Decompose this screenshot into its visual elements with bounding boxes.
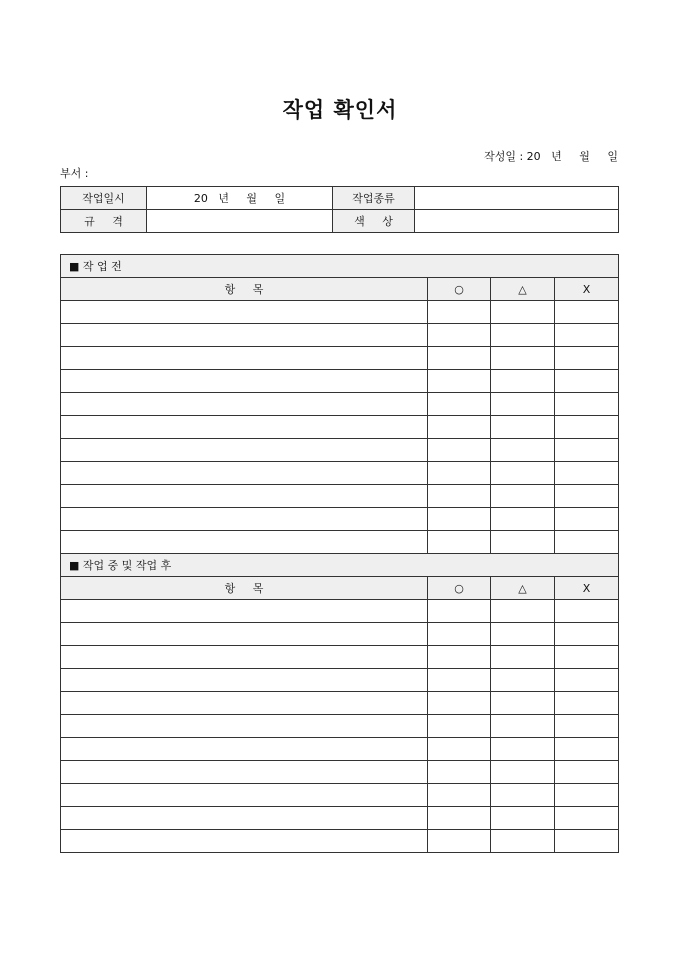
table-row <box>61 439 619 462</box>
table-row <box>61 347 619 370</box>
triangle-cell[interactable] <box>491 439 555 462</box>
item-cell[interactable] <box>61 485 428 508</box>
item-cell[interactable] <box>61 784 428 807</box>
triangle-cell[interactable] <box>491 416 555 439</box>
x-cell[interactable] <box>555 531 619 554</box>
circle-cell[interactable] <box>428 416 491 439</box>
triangle-cell[interactable] <box>491 692 555 715</box>
table-row <box>61 830 619 853</box>
creation-date: 작성일 : 20 년 월 일 <box>484 150 618 163</box>
x-cell[interactable] <box>555 485 619 508</box>
circle-cell[interactable] <box>428 531 491 554</box>
table-row <box>61 715 619 738</box>
table-row <box>61 761 619 784</box>
x-cell[interactable] <box>555 508 619 531</box>
table-row <box>61 646 619 669</box>
table-row <box>61 600 619 623</box>
header-circle: ○ <box>428 278 491 301</box>
x-cell[interactable] <box>555 462 619 485</box>
department-label: 부서 : <box>60 167 89 180</box>
section-title-row <box>61 554 619 577</box>
item-cell[interactable] <box>61 715 428 738</box>
work-date-label: 작업일시 <box>61 187 147 210</box>
x-cell[interactable] <box>555 738 619 761</box>
header-row <box>61 577 619 600</box>
x-cell[interactable] <box>555 301 619 324</box>
triangle-cell[interactable] <box>491 485 555 508</box>
x-cell[interactable] <box>555 393 619 416</box>
header-x: X <box>555 278 619 301</box>
table-row <box>61 807 619 830</box>
x-cell[interactable] <box>555 807 619 830</box>
triangle-cell[interactable] <box>491 508 555 531</box>
item-cell[interactable] <box>61 600 428 623</box>
x-cell[interactable] <box>555 830 619 853</box>
x-cell[interactable] <box>555 324 619 347</box>
info-row <box>61 210 619 233</box>
work-type-label: 작업종류 <box>333 187 415 210</box>
x-cell[interactable] <box>555 692 619 715</box>
circle-cell[interactable] <box>428 370 491 393</box>
item-cell[interactable] <box>61 830 428 853</box>
table-row <box>61 669 619 692</box>
item-cell[interactable] <box>61 393 428 416</box>
x-cell[interactable] <box>555 761 619 784</box>
triangle-cell[interactable] <box>491 370 555 393</box>
triangle-cell[interactable] <box>491 738 555 761</box>
table-row <box>61 462 619 485</box>
circle-cell[interactable] <box>428 508 491 531</box>
header-item: 항 목 <box>61 278 428 301</box>
circle-cell[interactable] <box>428 324 491 347</box>
triangle-cell[interactable] <box>491 646 555 669</box>
work-date-value[interactable]: 20 년 월 일 <box>147 187 333 210</box>
table-row <box>61 301 619 324</box>
section-title: ■ 작 업 전 <box>61 255 619 278</box>
circle-cell[interactable] <box>428 485 491 508</box>
item-cell[interactable] <box>61 646 428 669</box>
table-row <box>61 370 619 393</box>
triangle-cell[interactable] <box>491 669 555 692</box>
item-cell[interactable] <box>61 669 428 692</box>
item-cell[interactable] <box>61 416 428 439</box>
triangle-cell[interactable] <box>491 761 555 784</box>
x-cell[interactable] <box>555 623 619 646</box>
header-item: 항 목 <box>61 577 428 600</box>
triangle-cell[interactable] <box>491 393 555 416</box>
circle-cell[interactable] <box>428 669 491 692</box>
header-circle: ○ <box>428 577 491 600</box>
header-triangle: △ <box>491 278 555 301</box>
circle-cell[interactable] <box>428 830 491 853</box>
table-row <box>61 623 619 646</box>
circle-cell[interactable] <box>428 623 491 646</box>
item-cell[interactable] <box>61 347 428 370</box>
item-cell[interactable] <box>61 692 428 715</box>
triangle-cell[interactable] <box>491 462 555 485</box>
x-cell[interactable] <box>555 416 619 439</box>
table-row <box>61 692 619 715</box>
item-cell[interactable] <box>61 807 428 830</box>
item-cell[interactable] <box>61 738 428 761</box>
table-row <box>61 784 619 807</box>
circle-cell[interactable] <box>428 439 491 462</box>
circle-cell[interactable] <box>428 347 491 370</box>
triangle-cell[interactable] <box>491 600 555 623</box>
section-title-row <box>61 255 619 278</box>
item-cell[interactable] <box>61 623 428 646</box>
x-cell[interactable] <box>555 646 619 669</box>
table-row <box>61 738 619 761</box>
triangle-cell[interactable] <box>491 830 555 853</box>
circle-cell[interactable] <box>428 393 491 416</box>
circle-cell[interactable] <box>428 600 491 623</box>
info-table <box>60 186 619 233</box>
circle-cell[interactable] <box>428 807 491 830</box>
item-cell[interactable] <box>61 531 428 554</box>
item-cell[interactable] <box>61 370 428 393</box>
x-cell[interactable] <box>555 715 619 738</box>
table-row <box>61 531 619 554</box>
table-row <box>61 508 619 531</box>
document-title: 작업 확인서 <box>282 98 398 122</box>
circle-cell[interactable] <box>428 301 491 324</box>
circle-cell[interactable] <box>428 692 491 715</box>
triangle-cell[interactable] <box>491 784 555 807</box>
item-cell[interactable] <box>61 324 428 347</box>
item-cell[interactable] <box>61 439 428 462</box>
header-triangle: △ <box>491 577 555 600</box>
spec-value[interactable] <box>147 210 333 233</box>
item-cell[interactable] <box>61 301 428 324</box>
x-cell[interactable] <box>555 600 619 623</box>
work-type-value[interactable] <box>415 187 619 210</box>
circle-cell[interactable] <box>428 715 491 738</box>
x-cell[interactable] <box>555 784 619 807</box>
circle-cell[interactable] <box>428 784 491 807</box>
table-row <box>61 485 619 508</box>
triangle-cell[interactable] <box>491 807 555 830</box>
table-row <box>61 416 619 439</box>
color-label: 색 상 <box>333 210 415 233</box>
header-x: X <box>555 577 619 600</box>
table-row <box>61 324 619 347</box>
item-cell[interactable] <box>61 761 428 784</box>
header-row <box>61 278 619 301</box>
triangle-cell[interactable] <box>491 347 555 370</box>
x-cell[interactable] <box>555 370 619 393</box>
x-cell[interactable] <box>555 669 619 692</box>
x-cell[interactable] <box>555 347 619 370</box>
color-value[interactable] <box>415 210 619 233</box>
triangle-cell[interactable] <box>491 301 555 324</box>
triangle-cell[interactable] <box>491 324 555 347</box>
checklist-table <box>60 254 619 853</box>
x-cell[interactable] <box>555 439 619 462</box>
info-row <box>61 187 619 210</box>
triangle-cell[interactable] <box>491 715 555 738</box>
section-title: ■ 작업 중 및 작업 후 <box>61 554 619 577</box>
triangle-cell[interactable] <box>491 623 555 646</box>
circle-cell[interactable] <box>428 646 491 669</box>
item-cell[interactable] <box>61 508 428 531</box>
item-cell[interactable] <box>61 462 428 485</box>
circle-cell[interactable] <box>428 462 491 485</box>
table-row <box>61 393 619 416</box>
spec-label: 규 격 <box>61 210 147 233</box>
triangle-cell[interactable] <box>491 531 555 554</box>
circle-cell[interactable] <box>428 761 491 784</box>
circle-cell[interactable] <box>428 738 491 761</box>
